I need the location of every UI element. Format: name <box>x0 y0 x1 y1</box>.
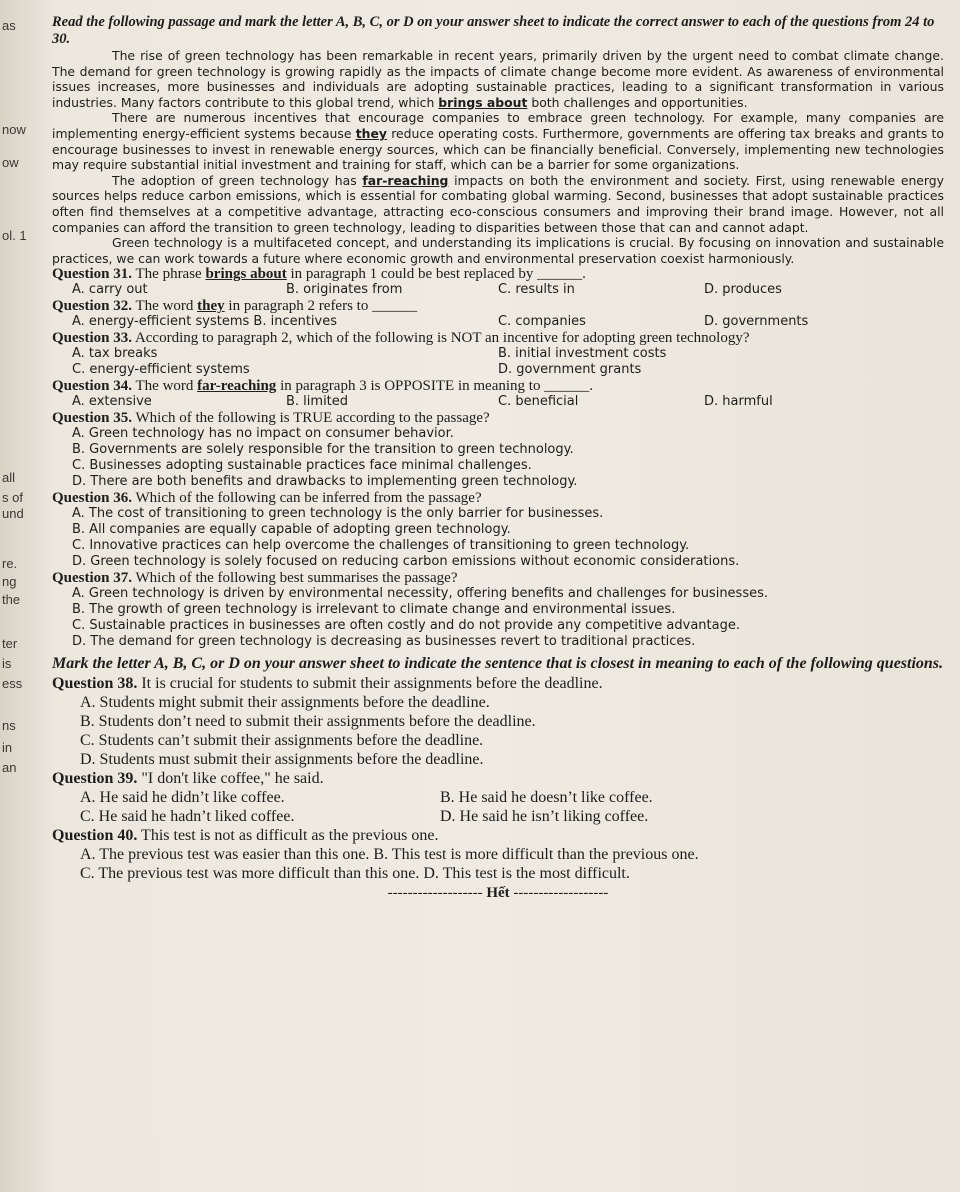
end-marker: ------------------- Hết ------------------- <box>387 885 609 902</box>
underlined-word: far-reaching <box>362 172 449 188</box>
question-label: Question 38. <box>52 675 138 693</box>
question-label: Question 31. <box>52 266 133 283</box>
question-label: Question 32. <box>52 298 133 315</box>
reading-instructions: Read the following passage and mark the letter A, B, C, or D on your answer sheet to indicate the correct answer to each of the questions from 24 to 30. <box>52 14 935 47</box>
margin-fragment: an <box>2 760 17 775</box>
question-31: Question 31. The phrase brings about in paragraph 1 could be best replaced by ______. A. carry out B. originates from C. results in D. produces <box>52 266 944 298</box>
option-b[interactable]: B. incentives <box>253 314 337 330</box>
options-row <box>52 394 944 410</box>
margin-fragment: as <box>2 18 16 33</box>
margin-fragment: ol. 1 <box>2 228 27 243</box>
option-a[interactable]: A. The cost of transitioning to green technology is the only barrier for businesses. <box>72 506 604 522</box>
option-a[interactable]: A. energy-efficient systems <box>72 314 250 330</box>
option-c[interactable]: C. Businesses adopting sustainable practices face minimal challenges. <box>72 458 532 474</box>
closest-meaning-section <box>52 654 944 902</box>
option-b[interactable]: B. All companies are equally capable of adopting green technology. <box>72 522 511 538</box>
option-a[interactable]: A. carry out <box>72 282 148 298</box>
option-b[interactable]: B. He said he doesn’t like coffee. <box>440 789 653 807</box>
margin-fragment: ter <box>2 636 18 651</box>
option-a[interactable]: A. He said he didn’t like coffee. <box>80 789 285 807</box>
option-c[interactable]: C. The previous test was more difficult than this one. <box>80 865 420 883</box>
option-d[interactable]: D. He said he isn’t liking coffee. <box>440 808 649 826</box>
question-37: Question 37. Which of the following best summarises the passage? A. Green technology is driven by environmental necessity, offering benefits and challenges for businesses. B. The growth of green technology is irrelevant to climate change and environmental issues. C. Sustainable practices in businesses are often costly and do not provide any competitive advantage. D. The demand for green technology is decreasing as businesses revert to traditional practices. <box>52 570 944 650</box>
option-c[interactable]: C. Innovative practices can help overcome the challenges of transitioning to green technology. <box>72 538 690 554</box>
underlined-word: they <box>355 125 387 141</box>
passage-paragraph-2: There are numerous incentives that encourage companies to embrace green technology. For example, many companies are implementing energy-efficient systems because they reduce operating costs. Furthermore, governments are offering tax breaks and grants to encourage businesses to invest in renewable energy sources, which can be financially beneficial. Conversely, implementing new technologies may require substantial initial investment and training for staff, which can be a barrier for some organizations. <box>52 110 944 173</box>
option-a[interactable]: A. Green technology is driven by environmental necessity, offering benefits and challenges for businesses. <box>72 586 769 602</box>
options-row <box>52 314 944 330</box>
question-label: Question 36. <box>52 490 133 507</box>
question-label: Question 35. <box>52 410 133 427</box>
question-36: Question 36. Which of the following can be inferred from the passage? A. The cost of transitioning to green technology is the only barrier for businesses. B. All companies are equally capable of adopting green technology. C. Innovative practices can help overcome the challenges of transitioning to green technology. D. Green technology is solely focused on reducing carbon emissions without economic considerations. <box>52 490 944 570</box>
question-33: Question 33. According to paragraph 2, which of the following is NOT an incentive for adopting green technology? A. tax breaks B. initial investment costs C. energy-efficient systems D. government grants <box>52 330 750 378</box>
question-label: Question 34. <box>52 378 133 395</box>
question-39: Question 39. "I don't like coffee," he said. A. He said he didn’t like coffee. B. He said he doesn’t like coffee. C. He said he hadn’t liked coffee. D. He said he isn’t liking coffee. <box>52 770 653 826</box>
option-d[interactable]: D. Students must submit their assignments before the deadline. <box>80 751 484 769</box>
option-b[interactable]: B. The growth of green technology is irrelevant to climate change and environmental issues. <box>72 602 676 618</box>
end-label: Hết <box>486 885 510 902</box>
question-32: Question 32. The word they in paragraph 2 refers to ______ A. energy-efficient systems B. incentives C. companies D. governments <box>52 298 944 330</box>
option-b[interactable]: B. limited <box>286 394 349 410</box>
exam-page <box>52 14 944 902</box>
reading-passage <box>52 48 944 266</box>
option-d[interactable]: D. There are both benefits and drawbacks to implementing green technology. <box>72 474 578 490</box>
option-c[interactable]: C. companies <box>498 314 586 330</box>
option-d[interactable]: D. governments <box>704 314 809 330</box>
option-b[interactable]: B. Governments are solely responsible for the transition to green technology. <box>72 442 574 458</box>
option-d[interactable]: D. Green technology is solely focused on reducing carbon emissions without economic considerations. <box>72 554 740 570</box>
question-label: Question 40. <box>52 827 138 845</box>
option-d[interactable]: D. This test is the most difficult. <box>423 865 630 883</box>
margin-fragment: s of <box>2 490 23 505</box>
option-d[interactable]: D. government grants <box>498 362 642 378</box>
option-b[interactable]: B. originates from <box>286 282 403 298</box>
margin-fragment: ng <box>2 574 17 589</box>
option-c[interactable]: C. results in <box>498 282 575 298</box>
option-b[interactable]: B. Students don’t need to submit their assignments before the deadline. <box>80 713 536 731</box>
option-a[interactable]: A. extensive <box>72 394 152 410</box>
option-a[interactable]: A. tax breaks <box>72 346 158 362</box>
margin-fragment: all <box>2 470 16 485</box>
option-a[interactable]: A. Students might submit their assignments before the deadline. <box>80 694 490 712</box>
option-a[interactable]: A. Green technology has no impact on consumer behavior. <box>72 426 454 442</box>
option-d[interactable]: D. harmful <box>704 394 773 410</box>
passage-paragraph-3: The adoption of green technology has far-reaching impacts on both the environment and society. First, using renewable energy sources helps reduce carbon emissions, which is essential for combating global warming. Second, businesses that adopt sustainable practices often find themselves at a competitive advantage, attracting eco-conscious consumers and improving their brand image. However, not all companies can afford the transition to green technology, leading to disparities between those that can and cannot adapt. <box>52 172 944 235</box>
margin-fragment: ow <box>2 155 19 170</box>
margin-fragment: re. <box>2 556 18 571</box>
passage-paragraph-1: The rise of green technology has been remarkable in recent years, primarily driven by the urgent need to combat climate change. The demand for green technology is growing rapidly as the impacts of climate change become more evident. As awareness of environmental issues increases, more businesses and individuals are adopting sustainable practices, leading to a significant transformation in various industries. Many factors contribute to this global trend, which brings about both challenges and opportunities. <box>52 48 944 110</box>
option-a[interactable]: A. The previous test was easier than this one. <box>80 846 370 864</box>
margin-fragment: now <box>2 122 26 137</box>
question-40: Question 40. This test is not as difficult as the previous one. A. The previous test was easier than this one. B. This test is more difficult than the previous one. C. The previous test was more difficult than this one. D. This test is the most difficult. <box>52 827 699 883</box>
margin-fragment: ess <box>2 676 23 691</box>
margin-fragment: und <box>2 506 24 521</box>
option-c[interactable]: C. Students can’t submit their assignments before the deadline. <box>80 732 484 750</box>
question-label: Question 37. <box>52 570 133 587</box>
question-34: Question 34. The word far-reaching in paragraph 3 is OPPOSITE in meaning to ______. A. extensive B. limited C. beneficial D. harmful <box>52 378 944 410</box>
closest-meaning-instructions: Mark the letter A, B, C, or D on your answer sheet to indicate the sentence that is closest in meaning to each of the following questions. <box>52 655 944 673</box>
option-d[interactable]: D. produces <box>704 282 782 298</box>
option-c[interactable]: C. beneficial <box>498 394 579 410</box>
margin-fragment: the <box>2 592 21 607</box>
option-b[interactable]: B. initial investment costs <box>498 346 667 362</box>
option-c[interactable]: C. He said he hadn’t liked coffee. <box>80 808 295 826</box>
options-row <box>52 282 944 298</box>
question-label: Question 39. <box>52 770 138 788</box>
option-d[interactable]: D. The demand for green technology is decreasing as businesses revert to traditional practices. <box>72 634 696 650</box>
option-c[interactable]: C. energy-efficient systems <box>72 362 250 378</box>
underlined-phrase: brings about <box>438 94 528 110</box>
option-b[interactable]: B. This test is more difficult than the previous one. <box>373 846 699 864</box>
question-38: Question 38. It is crucial for students to submit their assignments before the deadline. A. Students might submit their assignments before the deadline. B. Students don’t need to submit their assignments before the deadline. C. Students can’t submit their assignments before the deadline. D. Students must submit their assignments before the deadline. <box>52 674 944 769</box>
passage-paragraph-4: Green technology is a multifaceted concept, and understanding its implications is crucial. By focusing on innovation and sustainable practices, we can work towards a future where economic growth and environmental preservation coexist harmoniously. <box>52 235 944 266</box>
question-35: Question 35. Which of the following is TRUE according to the passage? A. Green technology has no impact on consumer behavior. B. Governments are solely responsible for the transition to green technology. C. Businesses adopting sustainable practices face minimal challenges. D. There are both benefits and drawbacks to implementing green technology. <box>52 410 944 490</box>
margin-fragment: in <box>2 740 13 755</box>
margin-fragment: ns <box>2 718 16 733</box>
option-c[interactable]: C. Sustainable practices in businesses are often costly and do not provide any competitive advantage. <box>72 618 740 634</box>
question-label: Question 33. <box>52 330 133 347</box>
margin-fragment: is <box>2 656 12 671</box>
